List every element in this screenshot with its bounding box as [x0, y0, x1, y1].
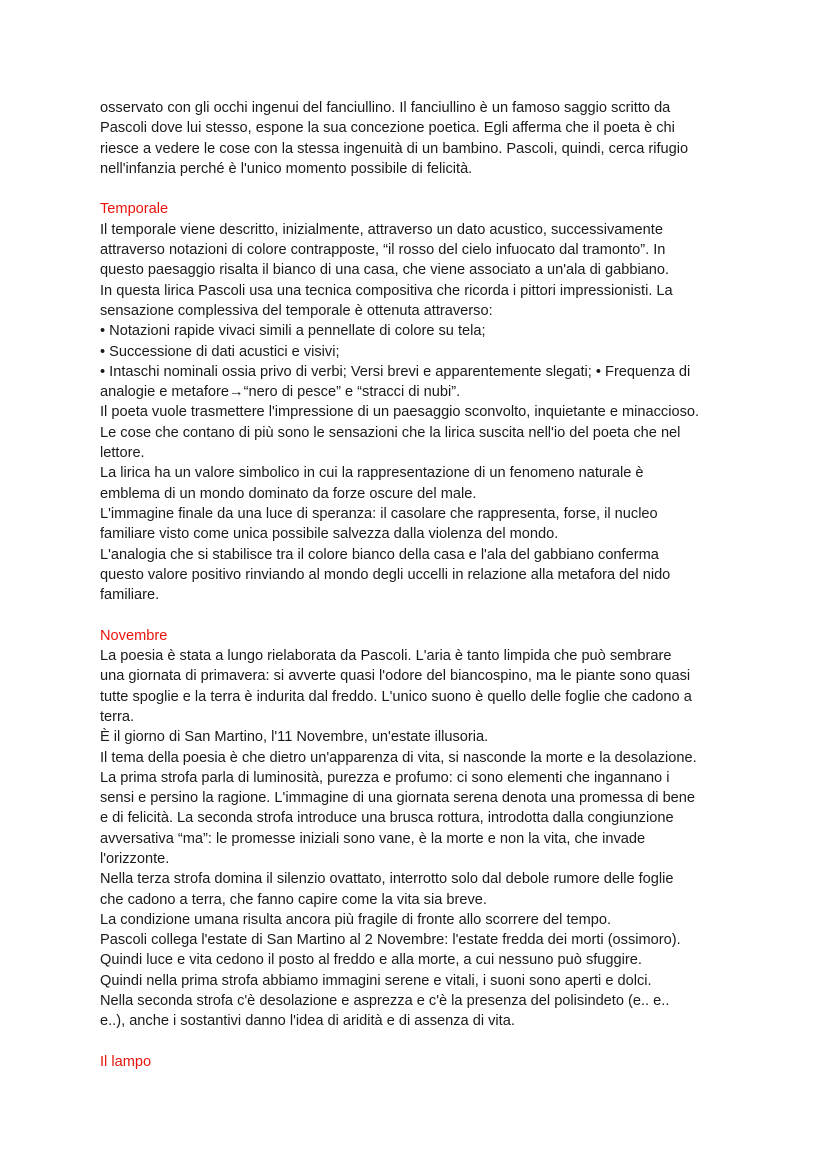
text-line: La lirica ha un valore simbolico in cui la rappresentazione di un fenomeno naturale è: [100, 465, 644, 482]
bullet-item: • Intaschi nominali ossia privo di verbi; Versi brevi e apparentemente slegati; • Frequenza di: [100, 363, 691, 380]
section-temporale: [100, 199, 750, 605]
text-line: Il poeta vuole trasmettere l'impressione di un paesaggio sconvolto, inquietante e minaccioso.: [100, 404, 700, 421]
text-line: La prima strofa parla di luminosità, purezza e profumo: ci sono elementi che ingannano i: [100, 769, 670, 786]
text-line: L'immagine finale da una luce di speranza: il casolare che rappresenta, forse, il nucleo: [100, 505, 658, 522]
text-line: una giornata di primavera: si avverte quasi l'odore del biancospino, ma le piante sono quasi: [100, 668, 691, 685]
text-line: analogie e metafore→“nero di pesce” e “stracci di nubi”.: [100, 384, 461, 401]
text-line: familiare visto come unica possibile salvezza dalla violenza del mondo.: [100, 526, 559, 543]
text-line: familiare.: [100, 587, 160, 604]
text-line: osservato con gli occhi ingenui del fanciullino. Il fanciullino è un famoso saggio scritto da: [100, 100, 671, 116]
text-line: sensi e persino la ragione. L'immagine di una giornata serena denota una promessa di bene: [100, 790, 696, 807]
text-line: riesce a vedere le cose con la stessa ingenuità di un bambino. Pascoli, quindi, cerca rifugio: [100, 140, 689, 157]
document-page: [100, 98, 750, 1072]
text-line: Il temporale viene descritto, inizialmente, attraverso un dato acustico, successivamente: [100, 221, 663, 238]
text-line: Nella terza strofa domina il silenzio ovattato, interrotto solo dal debole rumore delle foglie: [100, 871, 674, 888]
text-line: nell'infanzia perché è l'unico momento possibile di felicità.: [100, 160, 473, 177]
text-line: Nella seconda strofa c'è desolazione e asprezza e c'è la presenza del polisindeto (e.. e..: [100, 993, 670, 1010]
text-line: È il giorno di San Martino, l'11 Novembre, un'estate illusoria.: [100, 729, 489, 746]
text-line: terra.: [100, 708, 135, 725]
text-line: Pascoli collega l'estate di San Martino al 2 Novembre: l'estate fredda dei morti (ossimoro).: [100, 932, 681, 949]
intro-paragraph: [100, 98, 750, 179]
text-line: Quindi nella prima strofa abbiamo immagini serene e vitali, i suoni sono aperti e dolci.: [100, 972, 652, 989]
text-line: che cadono a terra, che fanno capire come la vita sia breve.: [100, 891, 487, 908]
bullet-item: • Notazioni rapide vivaci simili a pennellate di colore su tela;: [100, 323, 486, 340]
text-line: L'analogia che si stabilisce tra il colore bianco della casa e l'ala del gabbiano conferma: [100, 546, 659, 563]
section-spacer: [100, 179, 750, 199]
section-spacer: [100, 605, 750, 625]
text-line: emblema di un mondo dominato da forze oscure del male.: [100, 485, 477, 502]
text-line: avversativa “ma”: le promesse iniziali sono vane, è la morte e non la vita, che invade: [100, 830, 646, 847]
text-line: tutte spoglie e la terra è indurita dal freddo. L'unico suono è quello delle foglie che cadono a: [100, 688, 692, 705]
text-line: l'orizzonte.: [100, 850, 170, 867]
text-line: questo valore positivo rinviando al mondo degli uccelli in relazione alla metafora del nido: [100, 566, 671, 583]
section-heading-lampo: Il lampo: [100, 1053, 152, 1070]
text-line: lettore.: [100, 445, 145, 462]
text-line: La poesia è stata a lungo rielaborata da Pascoli. L'aria è tanto limpida che può sembrare: [100, 648, 672, 665]
bullet-item: • Successione di dati acustici e visivi;: [100, 343, 340, 360]
section-novembre: [100, 626, 750, 1032]
text-line: Le cose che contano di più sono le sensazioni che la lirica suscita nell'io del poeta che nel: [100, 424, 681, 441]
text-line: questo paesaggio risalta il bianco di una casa, che viene associato a un'ala di gabbiano.: [100, 262, 670, 279]
text-line: e..), anche i sostantivi danno l'idea di aridità e di assenza di vita.: [100, 1013, 515, 1030]
section-heading-temporale: Temporale: [100, 201, 169, 218]
text-line: Quindi luce e vita cedono il posto al freddo e alla morte, a cui nessuno può sfuggire.: [100, 952, 642, 969]
section-spacer: [100, 1032, 750, 1052]
text-line: sensazione complessiva del temporale è ottenuta attraverso:: [100, 302, 493, 319]
section-lampo: [100, 1052, 750, 1072]
text-line: Pascoli dove lui stesso, espone la sua concezione poetica. Egli afferma che il poeta è chi: [100, 120, 675, 137]
text-line: e di felicità. La seconda strofa introduce una brusca rottura, introdotta dalla congiunzione: [100, 810, 674, 827]
section-heading-novembre: Novembre: [100, 627, 168, 644]
text-line: Il tema della poesia è che dietro un'apparenza di vita, si nasconde la morte e la desolazione.: [100, 749, 697, 766]
text-line: attraverso notazioni di colore contrapposte, “il rosso del cielo infuocato dal tramonto”. In: [100, 242, 666, 259]
text-line: La condizione umana risulta ancora più fragile di fronte allo scorrere del tempo.: [100, 911, 612, 928]
text-line: In questa lirica Pascoli usa una tecnica compositiva che ricorda i pittori impressionisti. La: [100, 282, 673, 299]
